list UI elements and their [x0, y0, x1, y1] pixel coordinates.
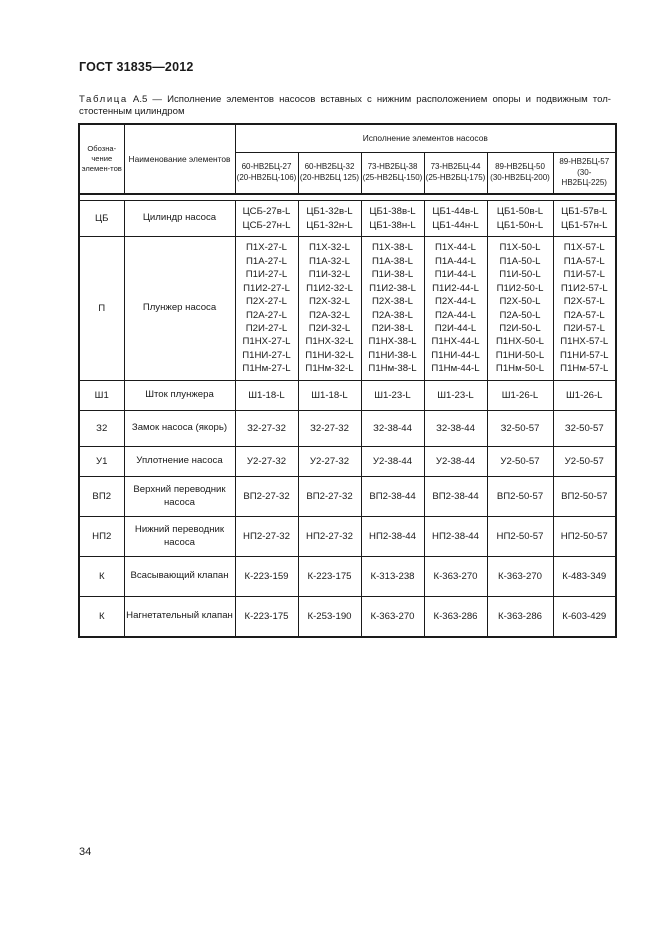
element-variant-value: З2-50-57: [487, 411, 553, 447]
element-code: К: [79, 597, 124, 637]
element-code: П: [79, 237, 124, 381]
table-row: [79, 447, 616, 477]
caption-label: Таблица: [79, 94, 128, 105]
header-variant: 73-НВ2БЦ-38 (25-НВ2БЦ-150): [361, 152, 424, 194]
element-variant-value: У2-50-57: [553, 447, 616, 477]
element-variant-value: ВП2-27-32: [235, 477, 298, 517]
element-code: З2: [79, 411, 124, 447]
element-variant-value: З2-27-32: [235, 411, 298, 447]
header-variants-group: Исполнение элементов насосов: [235, 124, 616, 152]
element-code: ЦБ: [79, 201, 124, 237]
table-row: [79, 557, 616, 597]
table-caption: [79, 94, 611, 118]
element-variant-value: К-483-349: [553, 557, 616, 597]
element-variant-value: У2-27-32: [235, 447, 298, 477]
header-variant: 89-НВ2БЦ-50 (30-НВ2БЦ-200): [487, 152, 553, 194]
page-number: 34: [79, 846, 92, 858]
element-variant-value: НП2-27-32: [298, 517, 361, 557]
element-variant-value: НП2-50-57: [487, 517, 553, 557]
element-variant-value: П1Х-38-L П1А-38-L П1И-38-L П1И2-38-L П2Х-38-L П2А-38-L П2И-38-L П1НХ-38-L П1НИ-38-L П1Нм-38-L: [361, 237, 424, 381]
element-variant-value: ЦСБ-27в-L ЦСБ-27н-L: [235, 201, 298, 237]
element-variant-value: ВП2-38-44: [361, 477, 424, 517]
element-variant-value: Ш1-26-L: [553, 381, 616, 411]
header-variant: 60-НВ2БЦ-27 (20-НВ2БЦ-106): [235, 152, 298, 194]
element-variant-value: ЦБ1-50в-L ЦБ1-50н-L: [487, 201, 553, 237]
element-code: ВП2: [79, 477, 124, 517]
table-row: [79, 237, 616, 381]
element-name: Нижний переводник насоса: [124, 517, 235, 557]
element-variant-value: НП2-38-44: [361, 517, 424, 557]
element-variant-value: ЦБ1-38в-L ЦБ1-38н-L: [361, 201, 424, 237]
element-variant-value: ВП2-38-44: [424, 477, 487, 517]
table-row: [79, 381, 616, 411]
element-name: Замок насоса (якорь): [124, 411, 235, 447]
header-name: Наименование элементов: [124, 124, 235, 194]
element-code: К: [79, 557, 124, 597]
document-title: ГОСТ 31835—2012: [79, 60, 194, 74]
element-variant-value: У2-38-44: [424, 447, 487, 477]
element-variant-value: К-363-286: [487, 597, 553, 637]
element-variant-value: К-363-286: [424, 597, 487, 637]
element-name: Плунжер насоса: [124, 237, 235, 381]
element-variant-value: П1Х-44-L П1А-44-L П1И-44-L П1И2-44-L П2Х-44-L П2А-44-L П2И-44-L П1НХ-44-L П1НИ-44-L П1Нм-44-L: [424, 237, 487, 381]
element-variant-value: К-253-190: [298, 597, 361, 637]
element-variant-value: П1Х-27-L П1А-27-L П1И-27-L П1И2-27-L П2Х-27-L П2А-27-L П2И-27-L П1НХ-27-L П1НИ-27-L П1Нм-27-L: [235, 237, 298, 381]
element-variant-value: З2-50-57: [553, 411, 616, 447]
element-variant-value: Ш1-26-L: [487, 381, 553, 411]
element-variant-value: К-363-270: [361, 597, 424, 637]
element-name: Всасывающий клапан: [124, 557, 235, 597]
spec-table: [78, 123, 617, 638]
header-code: Обозна-чение элемен-тов: [79, 124, 124, 194]
element-variant-value: НП2-38-44: [424, 517, 487, 557]
element-variant-value: П1Х-50-L П1А-50-L П1И-50-L П1И2-50-L П2Х-50-L П2А-50-L П2И-50-L П1НХ-50-L П1НИ-50-L П1Нм-50-L: [487, 237, 553, 381]
element-variant-value: У2-38-44: [361, 447, 424, 477]
table-row: [79, 597, 616, 637]
element-variant-value: ЦБ1-44в-L ЦБ1-44н-L: [424, 201, 487, 237]
element-variant-value: Ш1-18-L: [298, 381, 361, 411]
element-variant-value: З2-27-32: [298, 411, 361, 447]
element-variant-value: ЦБ1-32в-L ЦБ1-32н-L: [298, 201, 361, 237]
element-variant-value: П1Х-57-L П1А-57-L П1И-57-L П1И2-57-L П2Х-57-L П2А-57-L П2И-57-L П1НХ-57-L П1НИ-57-L П1Нм-57-L: [553, 237, 616, 381]
element-variant-value: Ш1-23-L: [424, 381, 487, 411]
element-variant-value: Ш1-23-L: [361, 381, 424, 411]
element-variant-value: ЦБ1-57в-L ЦБ1-57н-L: [553, 201, 616, 237]
caption-text: А.5 — Исполнение элементов насосов вставных с нижним расположением опоры и подвижным тол-стостенным цилиндром: [79, 94, 611, 117]
element-variant-value: К-363-270: [487, 557, 553, 597]
element-variant-value: ВП2-50-57: [487, 477, 553, 517]
element-variant-value: К-223-175: [298, 557, 361, 597]
element-name: Нагнетательный клапан: [124, 597, 235, 637]
element-variant-value: У2-50-57: [487, 447, 553, 477]
element-variant-value: НП2-27-32: [235, 517, 298, 557]
element-variant-value: Ш1-18-L: [235, 381, 298, 411]
table-row: [79, 477, 616, 517]
table-row: [79, 517, 616, 557]
element-name: Шток плунжера: [124, 381, 235, 411]
header-variant: 89-НВ2БЦ-57 (30-НВ2БЦ-225): [553, 152, 616, 194]
table-row: [79, 411, 616, 447]
element-code: У1: [79, 447, 124, 477]
header-variant: 73-НВ2БЦ-44 (25-НВ2БЦ-175): [424, 152, 487, 194]
element-variant-value: ВП2-27-32: [298, 477, 361, 517]
element-variant-value: ВП2-50-57: [553, 477, 616, 517]
element-variant-value: П1Х-32-L П1А-32-L П1И-32-L П1И2-32-L П2Х-32-L П2А-32-L П2И-32-L П1НХ-32-L П1НИ-32-L П1Нм-32-L: [298, 237, 361, 381]
element-variant-value: К-603-429: [553, 597, 616, 637]
element-name: Верхний переводник насоса: [124, 477, 235, 517]
element-variant-value: У2-27-32: [298, 447, 361, 477]
element-variant-value: К-313-238: [361, 557, 424, 597]
element-code: НП2: [79, 517, 124, 557]
element-name: Уплотнение насоса: [124, 447, 235, 477]
header-variant: 60-НВ2БЦ-32 (20-НВ2БЦ 125): [298, 152, 361, 194]
element-variant-value: К-363-270: [424, 557, 487, 597]
element-variant-value: З2-38-44: [424, 411, 487, 447]
element-variant-value: К-223-175: [235, 597, 298, 637]
element-name: Цилиндр насоса: [124, 201, 235, 237]
table-row: [79, 201, 616, 237]
element-code: Ш1: [79, 381, 124, 411]
element-variant-value: К-223-159: [235, 557, 298, 597]
element-variant-value: НП2-50-57: [553, 517, 616, 557]
element-variant-value: З2-38-44: [361, 411, 424, 447]
